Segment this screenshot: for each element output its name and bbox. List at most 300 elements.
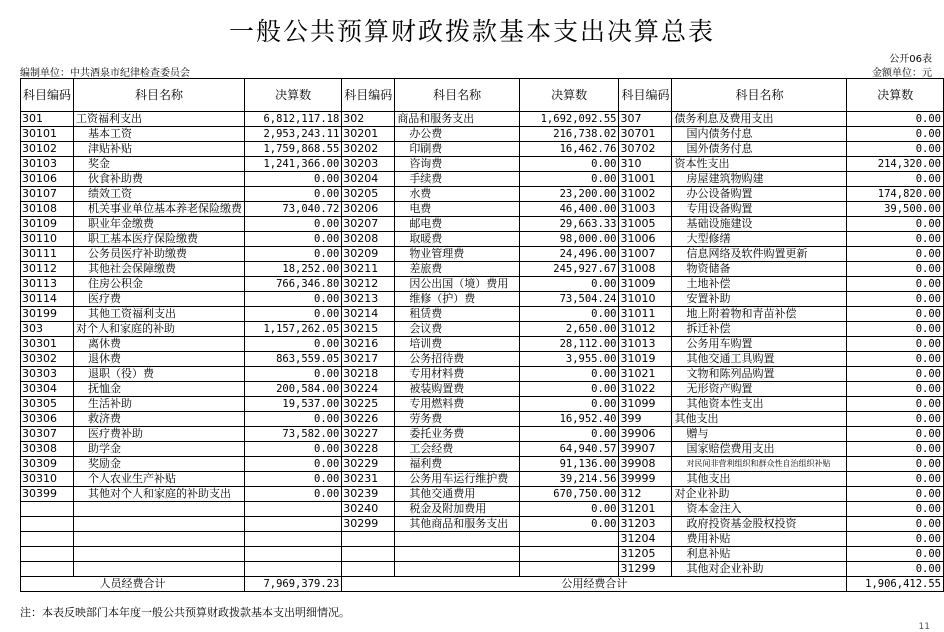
cell-amount-group1 xyxy=(245,532,342,547)
cell-code-group1: 30305 xyxy=(21,397,74,412)
cell-amount-group1 xyxy=(245,562,342,577)
cell-code-group1 xyxy=(21,532,74,547)
cell-amount-group2: 28,112.00 xyxy=(519,337,619,352)
cell-name-group3: 国家赔偿费用支出 xyxy=(672,442,847,457)
cell-code-group1: 30308 xyxy=(21,442,74,457)
cell-amount-group3: 0.00 xyxy=(847,562,944,577)
header-code: 科目编码 xyxy=(342,79,395,112)
cell-code-group3: 31203 xyxy=(619,517,672,532)
cell-amount-group3: 0.00 xyxy=(847,337,944,352)
form-code: 公开06表 xyxy=(889,54,932,65)
cell-code-group1 xyxy=(21,562,74,577)
cell-code-group3: 31003 xyxy=(619,202,672,217)
cell-name-group1: 助学金 xyxy=(74,442,245,457)
cell-name-group2: 其他商品和服务支出 xyxy=(395,517,520,532)
cell-name-group2 xyxy=(395,547,520,562)
cell-amount-group3: 0.00 xyxy=(847,307,944,322)
cell-name-group2: 维修（护）费 xyxy=(395,292,520,307)
cell-code-group3: 39908 xyxy=(619,457,672,472)
cell-name-group3: 其他支出 xyxy=(672,412,847,427)
cell-code-group2: 30217 xyxy=(342,352,395,367)
cell-name-group2: 被装购置费 xyxy=(395,382,520,397)
cell-name-group3: 国外债务付息 xyxy=(672,142,847,157)
cell-name-group3: 安置补助 xyxy=(672,292,847,307)
table-row xyxy=(21,127,944,142)
cell-amount-group2: 73,504.24 xyxy=(519,292,619,307)
cell-name-group1: 其他社会保障缴费 xyxy=(74,262,245,277)
cell-code-group2: 30227 xyxy=(342,427,395,442)
cell-amount-group2: 0.00 xyxy=(519,382,619,397)
header-amount: 决算数 xyxy=(245,79,342,112)
cell-amount-group3: 0.00 xyxy=(847,457,944,472)
cell-amount-group1: 19,537.00 xyxy=(245,397,342,412)
cell-name-group3: 大型修缮 xyxy=(672,232,847,247)
cell-amount-group2: 1,692,092.55 xyxy=(519,112,619,127)
header-amount: 决算数 xyxy=(847,79,944,112)
cell-code-group3: 31201 xyxy=(619,502,672,517)
table-row xyxy=(21,337,944,352)
cell-code-group2: 30224 xyxy=(342,382,395,397)
cell-name-group3: 对企业补助 xyxy=(672,487,847,502)
cell-amount-group1: 766,346.80 xyxy=(245,277,342,292)
cell-code-group3: 31013 xyxy=(619,337,672,352)
cell-amount-group2: 3,955.00 xyxy=(519,352,619,367)
cell-name-group3: 信息网络及软件购置更新 xyxy=(672,247,847,262)
cell-name-group1: 职业年金缴费 xyxy=(74,217,245,232)
cell-code-group2: 30216 xyxy=(342,337,395,352)
cell-code-group1: 30309 xyxy=(21,457,74,472)
cell-amount-group3: 0.00 xyxy=(847,172,944,187)
cell-code-group2: 30239 xyxy=(342,487,395,502)
cell-code-group3: 30702 xyxy=(619,142,672,157)
cell-amount-group1: 73,582.00 xyxy=(245,427,342,442)
cell-amount-group3: 0.00 xyxy=(847,502,944,517)
cell-amount-group3: 0.00 xyxy=(847,442,944,457)
cell-amount-group1: 1,157,262.05 xyxy=(245,322,342,337)
cell-code-group2: 30208 xyxy=(342,232,395,247)
cell-code-group3: 31011 xyxy=(619,307,672,322)
cell-code-group2: 30213 xyxy=(342,292,395,307)
header-name: 科目名称 xyxy=(395,79,520,112)
table-row xyxy=(21,157,944,172)
cell-name-group1: 抚恤金 xyxy=(74,382,245,397)
cell-amount-group1 xyxy=(245,517,342,532)
cell-code-group1: 30199 xyxy=(21,307,74,322)
cell-code-group1: 30114 xyxy=(21,292,74,307)
cell-code-group3: 31012 xyxy=(619,322,672,337)
cell-name-group1: 医疗费 xyxy=(74,292,245,307)
cell-amount-group3: 0.00 xyxy=(847,232,944,247)
cell-name-group2: 物业管理费 xyxy=(395,247,520,262)
cell-name-group1: 退休费 xyxy=(74,352,245,367)
cell-name-group1: 绩效工资 xyxy=(74,187,245,202)
cell-code-group3: 31099 xyxy=(619,397,672,412)
cell-code-group2: 30228 xyxy=(342,442,395,457)
cell-code-group2: 30203 xyxy=(342,157,395,172)
cell-code-group1: 30108 xyxy=(21,202,74,217)
cell-name-group2: 专用燃料费 xyxy=(395,397,520,412)
cell-name-group2: 因公出国（境）费用 xyxy=(395,277,520,292)
footnote: 注：本表反映部门本年度一般公共预算财政拨款基本支出明细情况。 xyxy=(20,606,350,619)
cell-amount-group1: 863,559.05 xyxy=(245,352,342,367)
table-row xyxy=(21,172,944,187)
cell-code-group3: 31021 xyxy=(619,367,672,382)
cell-code-group3: 39907 xyxy=(619,442,672,457)
cell-amount-group2: 39,214.56 xyxy=(519,472,619,487)
cell-amount-group1 xyxy=(245,547,342,562)
cell-code-group1 xyxy=(21,517,74,532)
cell-name-group3: 其他对企业补助 xyxy=(672,562,847,577)
cell-name-group2: 商品和服务支出 xyxy=(395,112,520,127)
cell-code-group1: 30307 xyxy=(21,427,74,442)
cell-code-group3: 31022 xyxy=(619,382,672,397)
cell-name-group3: 赠与 xyxy=(672,427,847,442)
personnel-total-amount: 7,969,379.23 xyxy=(245,577,342,592)
cell-code-group1: 30310 xyxy=(21,472,74,487)
cell-code-group3: 31299 xyxy=(619,562,672,577)
cell-code-group2: 30226 xyxy=(342,412,395,427)
table-row xyxy=(21,202,944,217)
cell-amount-group3: 174,820.00 xyxy=(847,187,944,202)
cell-amount-group1: 0.00 xyxy=(245,487,342,502)
cell-code-group1: 30113 xyxy=(21,277,74,292)
cell-name-group2: 会议费 xyxy=(395,322,520,337)
cell-name-group2: 邮电费 xyxy=(395,217,520,232)
cell-amount-group3: 0.00 xyxy=(847,517,944,532)
cell-amount-group2: 0.00 xyxy=(519,367,619,382)
cell-code-group2: 30204 xyxy=(342,172,395,187)
cell-name-group3: 对民间非营利组织和群众性自治组织补贴 xyxy=(672,457,847,472)
cell-name-group2: 公务招待费 xyxy=(395,352,520,367)
cell-amount-group2 xyxy=(519,562,619,577)
cell-amount-group2: 16,952.40 xyxy=(519,412,619,427)
cell-code-group1: 30107 xyxy=(21,187,74,202)
header-amount: 决算数 xyxy=(519,79,619,112)
cell-amount-group2: 216,738.02 xyxy=(519,127,619,142)
cell-name-group1: 机关事业单位基本养老保险缴费 xyxy=(74,202,245,217)
cell-amount-group3: 0.00 xyxy=(847,532,944,547)
cell-name-group2: 委托业务费 xyxy=(395,427,520,442)
cell-code-group1: 303 xyxy=(21,322,74,337)
cell-amount-group2 xyxy=(519,547,619,562)
totals-row xyxy=(21,577,944,592)
cell-name-group3: 拆迁补偿 xyxy=(672,322,847,337)
cell-amount-group1: 0.00 xyxy=(245,367,342,382)
cell-name-group1: 医疗费补助 xyxy=(74,427,245,442)
cell-amount-group1: 0.00 xyxy=(245,187,342,202)
cell-amount-group2: 0.00 xyxy=(519,427,619,442)
cell-name-group3: 利息补贴 xyxy=(672,547,847,562)
cell-name-group3: 费用补贴 xyxy=(672,532,847,547)
cell-code-group2: 30212 xyxy=(342,277,395,292)
cell-name-group2: 其他交通费用 xyxy=(395,487,520,502)
cell-amount-group3: 39,500.00 xyxy=(847,202,944,217)
cell-name-group3: 公务用车购置 xyxy=(672,337,847,352)
cell-code-group1: 30110 xyxy=(21,232,74,247)
cell-name-group3: 文物和陈列品购置 xyxy=(672,367,847,382)
table-row xyxy=(21,562,944,577)
cell-name-group3: 地上附着物和青苗补偿 xyxy=(672,307,847,322)
table-row xyxy=(21,547,944,562)
cell-amount-group2: 0.00 xyxy=(519,307,619,322)
cell-name-group2 xyxy=(395,532,520,547)
cell-code-group1: 30399 xyxy=(21,487,74,502)
cell-amount-group2: 29,663.33 xyxy=(519,217,619,232)
cell-name-group1: 救济费 xyxy=(74,412,245,427)
table-row xyxy=(21,187,944,202)
cell-name-group1: 工资福利支出 xyxy=(74,112,245,127)
header-name: 科目名称 xyxy=(74,79,245,112)
table-row xyxy=(21,502,944,517)
cell-code-group1: 30101 xyxy=(21,127,74,142)
cell-code-group3: 31005 xyxy=(619,217,672,232)
cell-amount-group2: 24,496.00 xyxy=(519,247,619,262)
cell-name-group3: 物资储备 xyxy=(672,262,847,277)
cell-name-group1: 奖励金 xyxy=(74,457,245,472)
cell-code-group2: 30215 xyxy=(342,322,395,337)
cell-name-group2: 福利费 xyxy=(395,457,520,472)
cell-amount-group1: 73,040.72 xyxy=(245,202,342,217)
cell-amount-group1: 0.00 xyxy=(245,442,342,457)
cell-code-group1 xyxy=(21,547,74,562)
cell-name-group1: 其他工资福利支出 xyxy=(74,307,245,322)
cell-name-group3: 专用设备购置 xyxy=(672,202,847,217)
cell-amount-group1: 0.00 xyxy=(245,337,342,352)
cell-amount-group3: 0.00 xyxy=(847,412,944,427)
table-row xyxy=(21,457,944,472)
report-title: 一般公共预算财政拨款基本支出决算总表 xyxy=(228,17,715,46)
page-number: 11 xyxy=(918,622,930,632)
cell-code-group1: 30103 xyxy=(21,157,74,172)
cell-amount-group1: 0.00 xyxy=(245,457,342,472)
cell-name-group3: 国内债务付息 xyxy=(672,127,847,142)
cell-name-group1 xyxy=(74,502,245,517)
cell-code-group1: 30112 xyxy=(21,262,74,277)
cell-name-group1: 津贴补贴 xyxy=(74,142,245,157)
cell-amount-group2: 0.00 xyxy=(519,397,619,412)
cell-amount-group3: 0.00 xyxy=(847,112,944,127)
cell-name-group1: 生活补助 xyxy=(74,397,245,412)
header-row xyxy=(21,79,944,112)
header-code: 科目编码 xyxy=(21,79,74,112)
cell-amount-group2: 2,650.00 xyxy=(519,322,619,337)
cell-name-group2: 手续费 xyxy=(395,172,520,187)
cell-name-group1 xyxy=(74,517,245,532)
table-row xyxy=(21,397,944,412)
cell-amount-group1: 1,241,366.00 xyxy=(245,157,342,172)
cell-name-group3: 土地补偿 xyxy=(672,277,847,292)
cell-name-group1: 退职（役）费 xyxy=(74,367,245,382)
cell-amount-group3: 0.00 xyxy=(847,487,944,502)
cell-code-group2: 30299 xyxy=(342,517,395,532)
cell-name-group1: 基本工资 xyxy=(74,127,245,142)
cell-code-group2: 30229 xyxy=(342,457,395,472)
cell-amount-group2: 0.00 xyxy=(519,172,619,187)
cell-amount-group3: 0.00 xyxy=(847,397,944,412)
cell-amount-group3: 0.00 xyxy=(847,127,944,142)
cell-code-group3: 31009 xyxy=(619,277,672,292)
table-row xyxy=(21,262,944,277)
table-row xyxy=(21,517,944,532)
table-row xyxy=(21,412,944,427)
org-label: 编制单位：中共酒泉市纪律检查委员会 xyxy=(20,68,190,79)
unit-label: 金额单位：元 xyxy=(872,68,932,79)
header-name: 科目名称 xyxy=(672,79,847,112)
cell-code-group1: 30303 xyxy=(21,367,74,382)
cell-amount-group3: 0.00 xyxy=(847,427,944,442)
cell-code-group2: 30207 xyxy=(342,217,395,232)
cell-amount-group3: 0.00 xyxy=(847,547,944,562)
cell-code-group3: 31010 xyxy=(619,292,672,307)
cell-amount-group3: 0.00 xyxy=(847,352,944,367)
cell-name-group2: 劳务费 xyxy=(395,412,520,427)
cell-amount-group1: 2,953,243.11 xyxy=(245,127,342,142)
cell-amount-group1: 0.00 xyxy=(245,247,342,262)
cell-amount-group3: 0.00 xyxy=(847,277,944,292)
cell-name-group2: 培训费 xyxy=(395,337,520,352)
cell-code-group3: 31002 xyxy=(619,187,672,202)
cell-amount-group2: 98,000.00 xyxy=(519,232,619,247)
table-row xyxy=(21,487,944,502)
cell-name-group2: 工会经费 xyxy=(395,442,520,457)
cell-name-group2 xyxy=(395,562,520,577)
cell-code-group2: 30218 xyxy=(342,367,395,382)
cell-name-group1: 奖金 xyxy=(74,157,245,172)
cell-amount-group3: 0.00 xyxy=(847,217,944,232)
cell-code-group1: 301 xyxy=(21,112,74,127)
cell-amount-group1 xyxy=(245,502,342,517)
cell-amount-group1: 0.00 xyxy=(245,292,342,307)
cell-name-group2: 办公费 xyxy=(395,127,520,142)
cell-code-group1 xyxy=(21,502,74,517)
table-row xyxy=(21,367,944,382)
table-row xyxy=(21,307,944,322)
cell-amount-group3: 0.00 xyxy=(847,262,944,277)
cell-name-group2: 差旅费 xyxy=(395,262,520,277)
table-row xyxy=(21,247,944,262)
cell-name-group2: 公务用车运行维护费 xyxy=(395,472,520,487)
public-total-label: 公用经费合计 xyxy=(342,577,847,592)
table-row xyxy=(21,532,944,547)
table-row xyxy=(21,292,944,307)
cell-code-group3: 31007 xyxy=(619,247,672,262)
cell-code-group2 xyxy=(342,532,395,547)
cell-code-group1: 30306 xyxy=(21,412,74,427)
cell-name-group2: 税金及附加费用 xyxy=(395,502,520,517)
cell-amount-group3: 0.00 xyxy=(847,382,944,397)
cell-code-group2: 30211 xyxy=(342,262,395,277)
table-row xyxy=(21,277,944,292)
cell-code-group2: 30209 xyxy=(342,247,395,262)
table-row xyxy=(21,352,944,367)
cell-code-group2: 302 xyxy=(342,112,395,127)
cell-code-group2: 30231 xyxy=(342,472,395,487)
cell-name-group1: 对个人和家庭的补助 xyxy=(74,322,245,337)
table-row xyxy=(21,142,944,157)
cell-code-group3: 31204 xyxy=(619,532,672,547)
cell-code-group3: 310 xyxy=(619,157,672,172)
cell-name-group2: 电费 xyxy=(395,202,520,217)
cell-name-group1 xyxy=(74,532,245,547)
cell-amount-group1: 0.00 xyxy=(245,412,342,427)
cell-amount-group3: 0.00 xyxy=(847,142,944,157)
cell-name-group1: 个人农业生产补贴 xyxy=(74,472,245,487)
cell-code-group2 xyxy=(342,547,395,562)
table-row xyxy=(21,322,944,337)
cell-amount-group2: 46,400.00 xyxy=(519,202,619,217)
cell-amount-group2: 16,462.76 xyxy=(519,142,619,157)
cell-code-group3: 31019 xyxy=(619,352,672,367)
cell-name-group1: 伙食补助费 xyxy=(74,172,245,187)
cell-name-group1: 离休费 xyxy=(74,337,245,352)
cell-name-group1 xyxy=(74,562,245,577)
table-row xyxy=(21,382,944,397)
cell-name-group3: 基础设施建设 xyxy=(672,217,847,232)
table-row xyxy=(21,112,944,127)
cell-amount-group2: 0.00 xyxy=(519,502,619,517)
cell-name-group2: 咨询费 xyxy=(395,157,520,172)
cell-amount-group2: 0.00 xyxy=(519,517,619,532)
cell-code-group2: 30225 xyxy=(342,397,395,412)
cell-amount-group2: 670,750.00 xyxy=(519,487,619,502)
cell-name-group3: 政府投资基金股权投资 xyxy=(672,517,847,532)
expenditure-table xyxy=(20,78,944,592)
cell-code-group2: 30205 xyxy=(342,187,395,202)
cell-name-group2: 水费 xyxy=(395,187,520,202)
cell-code-group2: 30240 xyxy=(342,502,395,517)
cell-name-group3: 房屋建筑物购建 xyxy=(672,172,847,187)
cell-code-group1: 30109 xyxy=(21,217,74,232)
cell-amount-group1: 200,584.00 xyxy=(245,382,342,397)
cell-name-group1: 公务员医疗补助缴费 xyxy=(74,247,245,262)
cell-name-group1: 其他对个人和家庭的补助支出 xyxy=(74,487,245,502)
cell-amount-group1: 0.00 xyxy=(245,172,342,187)
cell-name-group1: 住房公积金 xyxy=(74,277,245,292)
cell-name-group2: 印刷费 xyxy=(395,142,520,157)
cell-amount-group3: 0.00 xyxy=(847,247,944,262)
cell-code-group3: 30701 xyxy=(619,127,672,142)
cell-amount-group2 xyxy=(519,532,619,547)
header-code: 科目编码 xyxy=(619,79,672,112)
table-row xyxy=(21,427,944,442)
cell-name-group3: 其他交通工具购置 xyxy=(672,352,847,367)
cell-code-group2: 30202 xyxy=(342,142,395,157)
cell-name-group3: 无形资产购置 xyxy=(672,382,847,397)
cell-amount-group1: 0.00 xyxy=(245,232,342,247)
cell-code-group1: 30102 xyxy=(21,142,74,157)
cell-name-group3: 资本性支出 xyxy=(672,157,847,172)
public-total-amount: 1,906,412.55 xyxy=(847,577,944,592)
cell-amount-group1: 1,759,868.55 xyxy=(245,142,342,157)
cell-code-group3: 39906 xyxy=(619,427,672,442)
cell-name-group1: 职工基本医疗保险缴费 xyxy=(74,232,245,247)
cell-amount-group3: 0.00 xyxy=(847,367,944,382)
cell-amount-group1: 18,252.00 xyxy=(245,262,342,277)
cell-code-group1: 30304 xyxy=(21,382,74,397)
cell-amount-group3: 0.00 xyxy=(847,322,944,337)
cell-amount-group2: 64,940.57 xyxy=(519,442,619,457)
cell-amount-group3: 0.00 xyxy=(847,292,944,307)
cell-code-group1: 30111 xyxy=(21,247,74,262)
cell-amount-group3: 214,320.00 xyxy=(847,157,944,172)
cell-code-group2: 30201 xyxy=(342,127,395,142)
cell-code-group2: 30214 xyxy=(342,307,395,322)
cell-code-group3: 31006 xyxy=(619,232,672,247)
cell-name-group2: 取暖费 xyxy=(395,232,520,247)
cell-name-group3: 其他资本性支出 xyxy=(672,397,847,412)
cell-name-group2: 专用材料费 xyxy=(395,367,520,382)
cell-code-group3: 39999 xyxy=(619,472,672,487)
